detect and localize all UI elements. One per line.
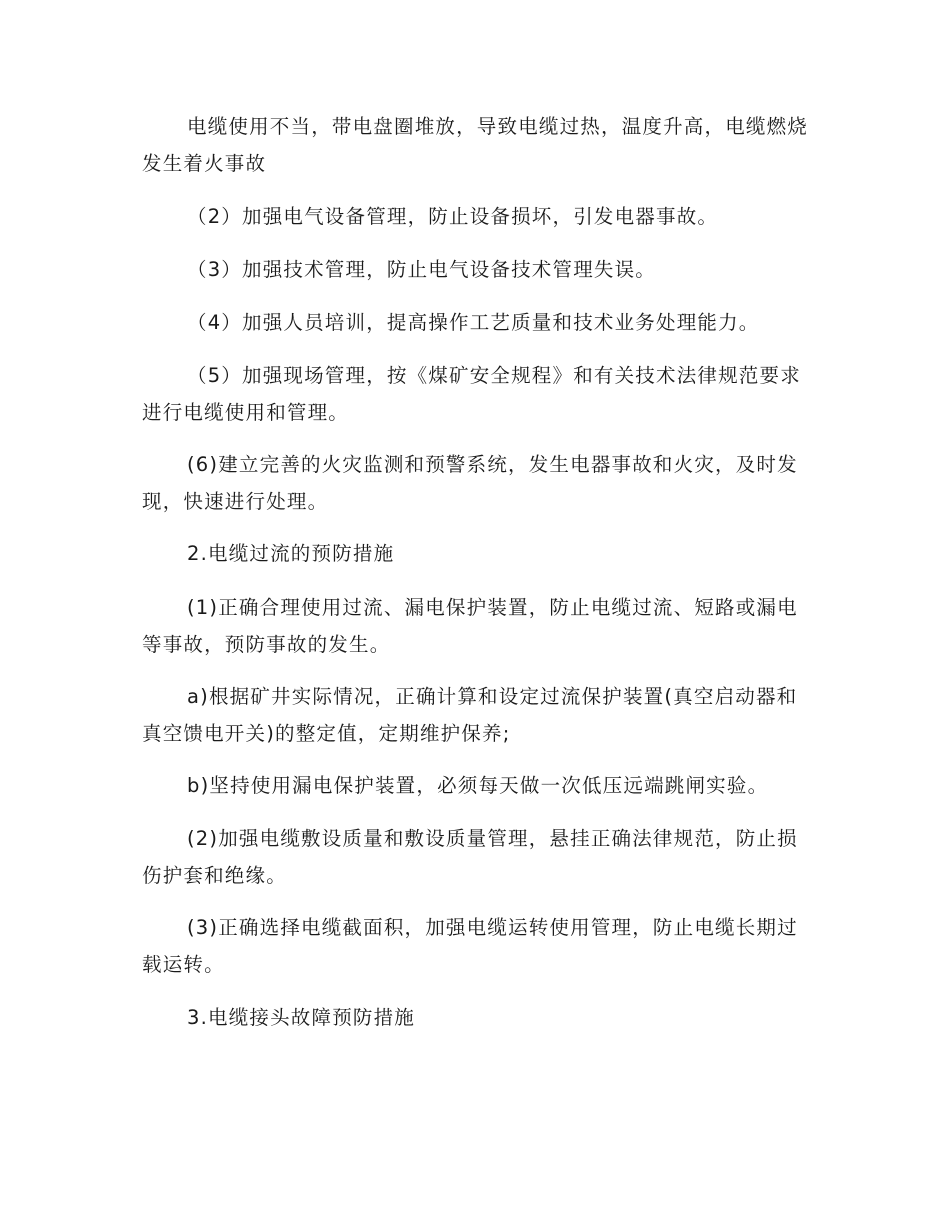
paragraph-overcurrent-b: b)坚持使用漏电保护装置，必须每天做一次低压远端跳闸实验。 <box>187 774 769 797</box>
paragraph-measure-6: (6)建立完善的火灾监测和预警系统，发生电器事故和火灾，及时发现，快速进行处理。 <box>142 453 798 513</box>
paragraph-fire-cause: 电缆使用不当，带电盘圈堆放，导致电缆过热，温度升高，电缆燃烧发生着火事故 <box>142 115 809 175</box>
paragraph-measure-4: （4）加强人员培训，提高操作工艺质量和技术业务处理能力。 <box>187 311 760 334</box>
paragraph-overcurrent-1: (1)正确合理使用过流、漏电保护装置，防止电缆过流、短路或漏电等事故，预防事故的发生。 <box>142 596 798 656</box>
paragraph-measure-3: （3）加强技术管理，防止电气设备技术管理失误。 <box>187 258 657 281</box>
section-heading-2: 2.电缆过流的预防措施 <box>187 542 395 565</box>
paragraph-measure-5: （5）加强现场管理，按《煤矿安全规程》和有关技术法律规范要求进行电缆使用和管理。 <box>142 364 801 424</box>
paragraph-measure-2: （2）加强电气设备管理，防止设备损坏，引发电器事故。 <box>187 205 719 228</box>
paragraph-overcurrent-a: a)根据矿井实际情况，正确计算和设定过流保护装置(真空启动器和真空馈电开关)的整定值，定期维护保养; <box>142 685 798 745</box>
section-heading-3: 3.电缆接头故障预防措施 <box>187 1006 416 1029</box>
paragraph-overcurrent-3: (3)正确选择电缆截面积，加强电缆运转使用管理，防止电缆长期过载运转。 <box>142 916 798 976</box>
paragraph-overcurrent-2: (2)加强电缆敷设质量和敷设质量管理，悬挂正确法律规范，防止损伤护套和绝缘。 <box>142 827 798 887</box>
